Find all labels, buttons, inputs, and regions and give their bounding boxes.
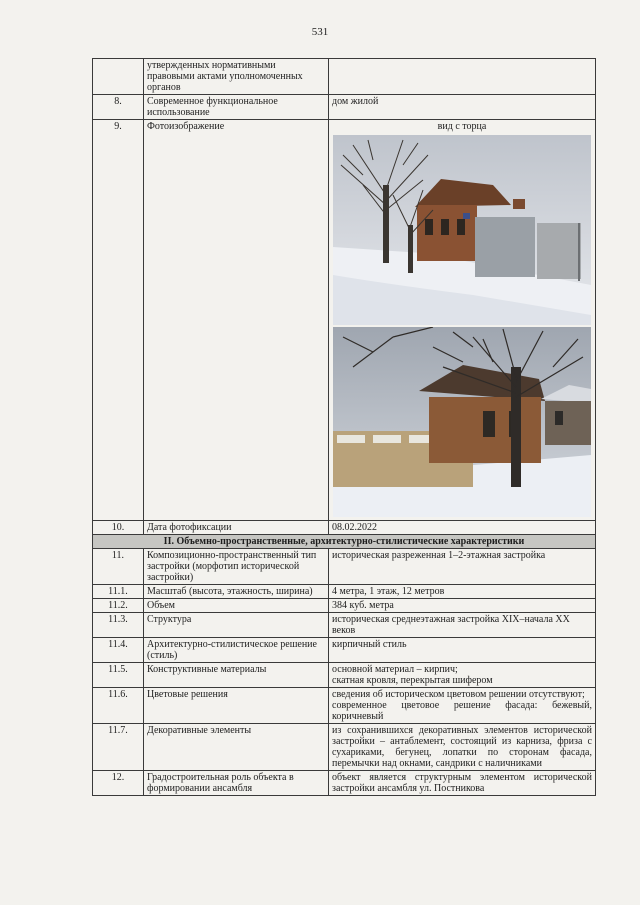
row-value: кирпичный стиль [329,638,596,663]
row-name: Дата фотофиксации [144,521,329,535]
row-name: утвержденных нормативными правовыми актами уполномоченных органов [144,59,329,95]
row-name: Структура [144,613,329,638]
row-name: Градостроительная роль объекта в формировании ансамбля [144,771,329,796]
row-number: 11.7. [93,724,144,771]
value-line: скатная кровля, перекрытая шифером [332,675,493,686]
row-number: 8. [93,95,144,120]
row-value: 08.02.2022 [329,521,596,535]
section-header: II. Объемно-пространственные, архитектурно-стилистические характеристики [93,535,596,549]
row-value: 4 метра, 1 этаж, 12 метров [329,585,596,599]
page-number: 531 [311,26,329,38]
table-row [93,59,596,95]
value-line: основной материал – кирпич; [332,664,458,675]
table-row [93,95,596,120]
row-name: Объем [144,599,329,613]
table-row [93,688,596,724]
row-value: историческая среднеэтажная застройка XIX–начала XX веков [329,613,596,638]
row-value: дом жилой [329,95,596,120]
table-row [93,549,596,585]
row-name: Современное функциональное использование [144,95,329,120]
row-value [329,59,596,95]
attributes-table [92,58,596,796]
row-number: 11.5. [93,663,144,688]
photo-caption: вид с торца [437,121,487,132]
row-value [329,688,596,724]
row-value: 384 куб. метра [329,599,596,613]
row-name: Декоративные элементы [144,724,329,771]
table-row [93,663,596,688]
row-number: 11.6. [93,688,144,724]
row-value: историческая разреженная 1–2-этажная застройка [329,549,596,585]
row-number: 12. [93,771,144,796]
row-name: Масштаб (высота, этажность, ширина) [144,585,329,599]
row-name: Фотоизображение [144,120,329,521]
row-number: 10. [93,521,144,535]
row-name: Конструктивные материалы [144,663,329,688]
table-row [93,613,596,638]
table-row [93,771,596,796]
row-value: объект является структурным элементом исторической застройки ансамбля ул. Постникова [329,771,596,796]
photo-cell [329,120,596,521]
row-number: 11. [93,549,144,585]
table-row [93,585,596,599]
row-number [93,59,144,95]
table-row [93,535,596,549]
row-name: Цветовые решения [144,688,329,724]
row-number: 11.2. [93,599,144,613]
photo-house-winter-side [333,135,591,325]
row-number: 11.3. [93,613,144,638]
photo-house-winter-front [333,327,591,517]
row-number: 11.4. [93,638,144,663]
table-row [93,521,596,535]
value-line: современное цветовое решение фасада: бежевый, коричневый [332,700,592,722]
table-row [93,638,596,663]
row-name: Композиционно-пространственный тип застройки (морфотип исторической застройки) [144,549,329,585]
value-line: сведения об историческом цветовом решении отсутствуют; [332,689,585,700]
row-value: из сохранившихся декоративных элементов исторической застройки – антаблемент, состоящий из карниза, фриза с сухариками, бегунец, лопатки по сторонам фасада, перемычки над окнами, сандрики с наличниками [329,724,596,771]
table-row [93,724,596,771]
table-row [93,120,596,521]
row-number: 9. [93,120,144,521]
row-value [329,663,596,688]
row-number: 11.1. [93,585,144,599]
table-row [93,599,596,613]
row-name: Архитектурно-стилистическое решение (стиль) [144,638,329,663]
